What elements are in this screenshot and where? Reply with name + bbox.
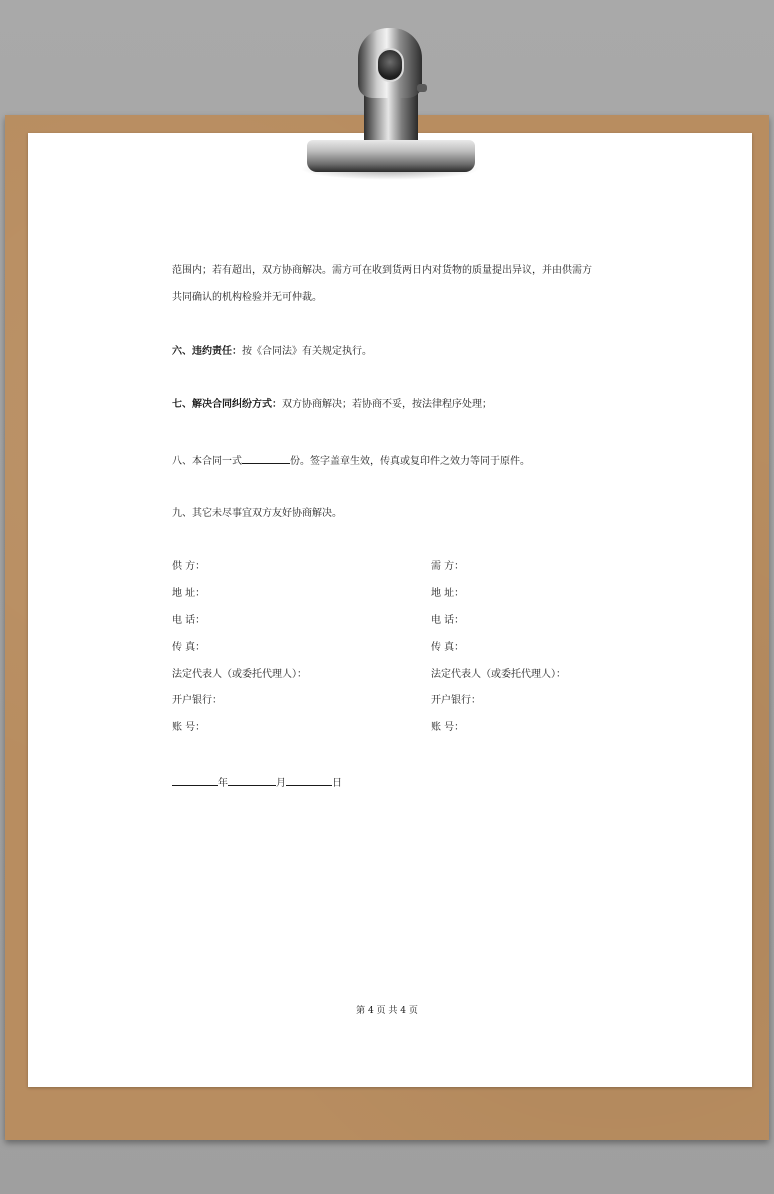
clause-8-pre: 八、本合同一式	[172, 456, 242, 467]
clause-6	[172, 345, 372, 359]
year-blank-line	[172, 775, 218, 786]
supplier-bank-label: 开户银行：	[172, 695, 222, 706]
clause-6-heading: 六、违约责任：	[172, 346, 242, 357]
clause-8-post: 份。签字盖章生效，传真或复印件之效力等同于原件。	[290, 456, 530, 467]
clause-7-body: 双方协商解决；若协商不妥，按法律程序处理；	[282, 399, 492, 410]
day-blank-line	[286, 775, 332, 786]
clip-base	[307, 140, 475, 172]
paragraph-line-1: 范围内；若有超出，双方协商解决。需方可在收到货两日内对货物的质量提出异议，并由供需方	[172, 265, 592, 276]
supplier-representative-label: 法定代表人（或委托代理人）：	[172, 669, 307, 680]
clause-8	[172, 453, 530, 469]
month-blank-line	[228, 775, 276, 786]
supplier-fax-label: 传 真：	[172, 642, 206, 653]
supplier-account-label: 账 号：	[172, 722, 206, 733]
paragraph-line-2: 共同确认的机构检验并无可仲裁。	[172, 292, 322, 303]
supplier-phone-label: 电 话：	[172, 615, 206, 626]
day-label: 日	[332, 778, 342, 789]
buyer-bank-label: 开户银行：	[431, 695, 481, 706]
buyer-address-label: 地 址：	[431, 588, 465, 599]
clause-6-body: 按《合同法》有关规定执行。	[242, 346, 372, 357]
clause-9: 九、其它未尽事宜双方友好协商解决。	[172, 508, 342, 519]
supplier-address-label: 地 址：	[172, 588, 206, 599]
month-label: 月	[276, 778, 286, 789]
page-footer: 第 4 页 共 4 页	[356, 1006, 418, 1016]
clip-hole	[376, 48, 404, 82]
copies-blank-line	[242, 453, 290, 464]
clause-7-heading: 七、解决合同纠纷方式：	[172, 399, 282, 410]
buyer-account-label: 账 号：	[431, 722, 465, 733]
buyer-fax-label: 传 真：	[431, 642, 465, 653]
buyer-label: 需 方：	[431, 561, 465, 572]
date-line	[172, 775, 342, 791]
clip-pin	[417, 84, 427, 92]
year-label: 年	[218, 778, 228, 789]
supplier-label: 供 方：	[172, 561, 206, 572]
buyer-representative-label: 法定代表人（或委托代理人）：	[431, 669, 566, 680]
clause-7	[172, 398, 492, 412]
buyer-phone-label: 电 话：	[431, 615, 465, 626]
